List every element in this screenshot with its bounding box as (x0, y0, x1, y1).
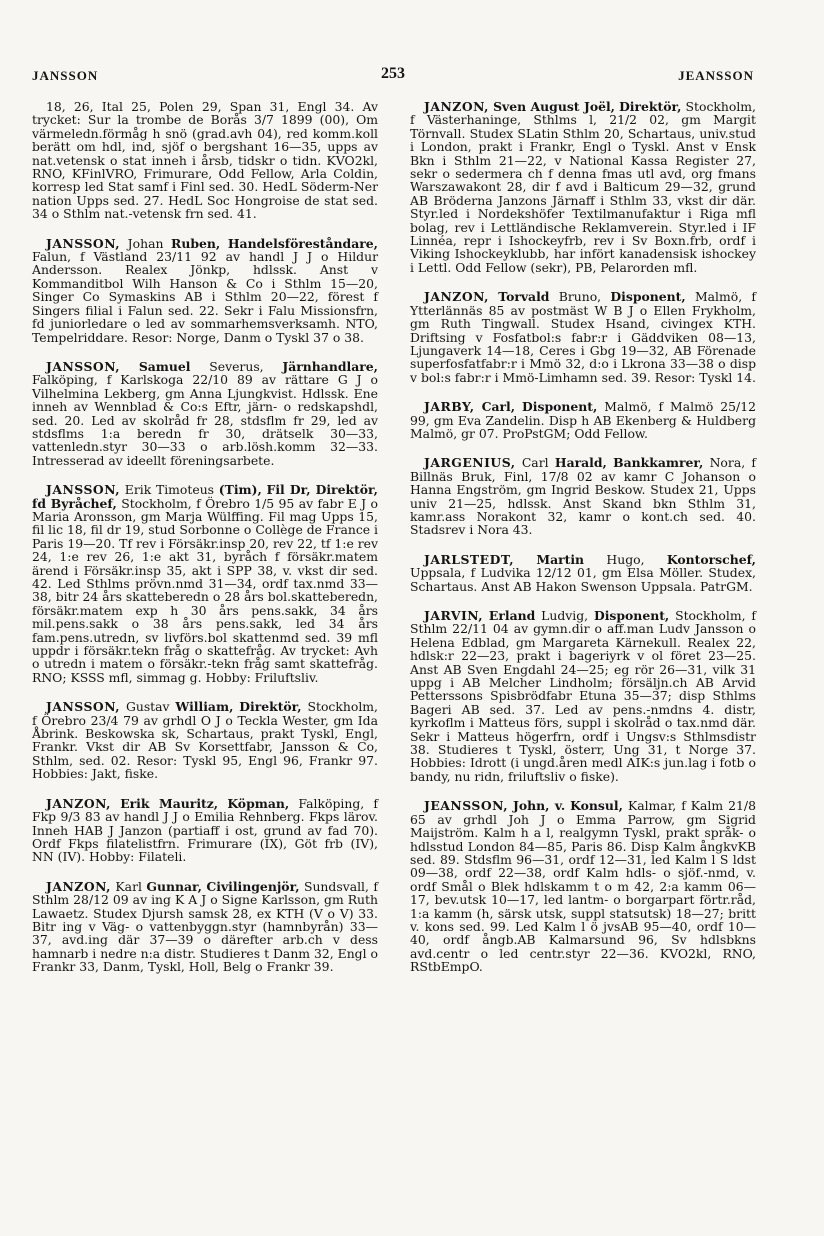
entry-text: Stockholm, f Sthlm 22/11 04 av gymn.dir o aff.man Ludv Jansson o Helena Edblad, gm Margareta Kärnekull. Realex 22, hdlsk:r 22—23, prakt i bageriyrk v ol föret 23—25. Anst AB Sven Engdahl 24—25; eg rör 26—31, vilk 31 uppg i AB Melcher Lindholm; försäljn.ch AB Arvid Petterssons Spisbrödfabr Etuna 35—37; disp Sthlms Bageri AB sed. 37. Led av pens.-nmdns 4. distr, kyrkoflm i Matteus förs, suppl i skolråd o tax.nmd där. Sekr i Matteus högerfrn, ordf i Ungsv:s Sthlmsdistr 38. Studieres t Tyskl, österr, Ung 31, t Norge 37. Hobbies: Idrott (i ungd.åren medl AIK:s jun.lag i fotb o bandy, nu ridn, friluftsliv o fiske). (410, 608, 756, 784)
entry-called-name: William, (175, 699, 234, 715)
entry-called-name: Torvald (498, 289, 550, 305)
entry-called-name: Gunnar, (146, 878, 202, 894)
biography-entry (32, 237, 378, 344)
entry-surname: JANSSON, (46, 482, 121, 498)
entry-title: Direktör, (239, 699, 302, 715)
entry-text: Sundsvall, f Sthlm 28/12 09 av ing K A J o Signe Karlsson, gm Ruth Lawaetz. Studex Djursh samsk 28, ex KTH (V o V) 33. Bitr ing v Väg- o vattenbyggn.styr (hamnbyrån) 33—37, avd.ing där 37—39 o därefter arb.ch v dess hamnarb i nedre n:a distr. Studieres t Danm 32, Engl o Frankr 33, Danm, Tyskl, Holl, Belg o Frankr 39. (32, 878, 378, 975)
entry-surname: JANZON, (46, 795, 111, 811)
biography-entry (32, 100, 378, 221)
entry-title: Disponent, (593, 608, 670, 623)
biography-entry (32, 880, 378, 974)
biography-entry (32, 483, 378, 684)
entry-surname: JANZON, (46, 878, 111, 894)
entry-given-name: Severus, (209, 358, 264, 374)
page-header (32, 65, 754, 88)
biography-entry (32, 360, 378, 467)
entry-surname: JANSSON, (46, 699, 121, 715)
biography-entry (410, 456, 756, 536)
entry-given-name: Carl (521, 455, 549, 471)
biography-entry (410, 553, 756, 593)
biography-entry (32, 700, 378, 780)
entry-called-name: John, v. (513, 798, 566, 814)
entry-given-name: Hugo, (606, 551, 645, 567)
running-head-left: JANSSON (32, 68, 99, 83)
entry-text: Stockholm, f Örebro 1/5 95 av fabr E J o Maria Aronsson, gm Marja Wülffing. Fil mag Upps 15, fil lic 18, fil dr 19, stud Sorbonne o Collège de France i Paris 19—20. Tf rev i Försäkr.insp 20, rev 22, tf 1:e rev 24, 1:e rev 26, 1:e akt 31, byråch f försäkr.matem ärend i Försäkr.insp 35, akt i SPP 38, v. vkst dir sed. 42. Led Sthlms prövn.nmd 31—34, ordf tax.nmd 33—38, bitr 24 års skatteberedn o 28 års bol.skatteberedn, försäkr.matem exp h 30 års pens.sakk, 34 års mil.pens.sakk o 38 års pens.sakk, led 34 års fam.pens.utredn, sv livförs.bol skattenmd sed. 39 mfl uppdr i försäkr.tekn fråg o skattefråg. Av trycket: Avh o utredn i matem o försäkr.-tekn fråg samt skattefråg. RNO; KSSS mfl, simmag g. Hobby: Friluftsliv. (32, 495, 378, 685)
entry-title: Konsul, (570, 798, 623, 814)
entry-surname: JANSSON, (46, 358, 121, 374)
entry-given-name: Ludvig, (541, 608, 589, 623)
biography-entry (410, 400, 756, 440)
entry-surname: JEANSSON, (424, 798, 509, 814)
biography-entry (410, 609, 756, 783)
entry-called-name: Erland (488, 608, 536, 623)
entry-title: Direktör, (619, 99, 682, 114)
biography-entry (410, 100, 756, 274)
entry-given-name: Johan (127, 235, 164, 251)
entry-given-name: Erik Timoteus (124, 482, 215, 498)
entry-surname: JARGENIUS, (424, 455, 516, 471)
entry-text: Malmö, f Ytterlännäs 85 av postmäst W B J o Ellen Frykholm, gm Ruth Tingwall. Studex Hsand, civingex KTH. Driftsing v Fosfatbol:s fabr:r i Gäddviken 08—13, Ljungaverk 14—18, Ceres i Gbg 19—32, AB Förenade superfosfatfabr:r i Mmö 32, d:o i Lkrona 33—38 o disp v bol:s fabr:r i Mmö-Limhamn sed. 39. Resor: Tyskl 14. (410, 289, 756, 385)
entry-title: Järnhandlare, (282, 358, 378, 374)
entry-called-name: Carl, (481, 399, 516, 415)
entry-surname: JANZON, (424, 99, 489, 114)
entry-title: Bankkamrer, (613, 455, 704, 471)
entry-called-name: Ruben, (171, 235, 221, 251)
entry-title: Disponent, (610, 289, 686, 305)
entry-given-name: Gustav (125, 699, 170, 715)
entry-text: 18, 26, Ital 25, Polen 29, Span 31, Engl 34. Av trycket: Sur la trombe de Borås 3/7 1899 (00), Om värmeledn.förmåg h snö (grad.avh 04), red komm.koll berätt om hdl, ind, sjöf o bergshant 16—35, upps av nat.vetensk o stat inneh i årsb, tidskr o tidn. KVO2kl, RNO, KFinlVRO, Frimurare, Odd Fellow, Arla Coldin, korresp led Stat samf i Finl sed. 30. HedL Söderm-Ner nation Upps sed. 27. HedL Soc Hongroise de stat sed. 34 o Sthlm nat.-vetensk frn sed. 41. (32, 99, 378, 222)
entry-text: Stockholm, f Örebro 23/4 79 av grhdl O J o Teckla Wester, gm Ida Åbrink. Beskowska sk, Schartaus, prakt Tyskl, Engl, Frankr. Vkst dir AB Sv Korsettfabr, Jansson & Co, Sthlm, sed. 02. Resor: Tyskl 95, Engl 96, Frankr 97. Hobbies: Jakt, fiske. (32, 699, 378, 782)
entry-title: Handelsföreståndare, (227, 235, 378, 251)
page-number: 253 (381, 65, 405, 82)
entry-called-name: Martin (536, 551, 585, 567)
entry-title: Civilingenjör, (206, 878, 300, 894)
entry-called-name: Sven August Joël, (493, 99, 615, 114)
biography-entry (32, 797, 378, 864)
entry-surname: JARVIN, (424, 608, 484, 623)
entry-title: Köpman, (227, 795, 290, 811)
entry-text: Falun, f Västland 23/11 92 av handl J J o Hildur Andersson. Realex Jönkp, hdlssk. Anst v Kommanditbol Wilh Hanson & Co i Sthlm 15—20, Singer Co Symaskins AB i Sthlm 20—22, förest f Singers filial i Falun sed. 22. Sekr i Falu Missionsfrn, fd juniorledare o led av sommarhemsverksamh. NTO, Tempelriddare. Resor: Norge, Danm o Tyskl 37 o 38. (32, 249, 378, 345)
entry-text: Malmö, f Malmö 25/12 99, gm Eva Zandelin. Disp h AB Ekenberg & Huldberg Malmö, gr 07. ProPstGM; Odd Fellow. (410, 399, 756, 441)
entry-text: Nora, f Billnäs Bruk, Finl, 17/8 02 av kamr C Johanson o Hanna Engström, gm Ingrid Beskow. Studex 21, Upps univ 21—25, hdlssk. Anst Skand bkn Sthlm 31, kamr.ass Norakont 32, kamr o kont.ch sed. 40. Stadsrev i Nora 43. (410, 455, 756, 538)
entry-text: Stockholm, f Västerhaninge, Sthlms l, 21/2 02, gm Margit Törnvall. Studex SLatin Sthlm 20, Schartaus, univ.stud i London, prakt i Frankr, Engl o Tyskl. Anst v Ensk Bkn i Sthlm 21—22, v National Kassa Register 27, sekr o sedermera ch f denna fmas utl avd, org fmans Warszawakont 28, dir f avd i Balticum 29—32, grund AB Bröderna Janzons Järnaff i Sthlm 33, vkst dir där. Styr.led i Nordekshöfer Textilmanufaktur i Riga mfl bolag, rev i Lettländische Reklamverein. Styr.led i IF Linnéa, repr i Ishockeyfrb, rev i Sv Boxn.frb, ordf i Viking Ishockeyklubb, har infört kanadensisk ishockey i Lettl. Odd Fellow (sekr), PB, Pelarorden mfl. (410, 99, 756, 275)
entry-surname: JANZON, (424, 289, 489, 305)
entry-text: Falköping, f Fkp 9/3 83 av handl J J o Emilia Rehnberg. Fkps lärov. Inneh HAB J Janzon (partiaff i ost, grund av fad 70). Ordf Fkps filatelistfrn. Frimurare (IX), Göt frb (IV), NN (IV). Hobby: Filateli. (32, 795, 379, 865)
entry-given-name: Bruno, (558, 289, 602, 305)
entry-surname: JARBY, (424, 399, 475, 415)
left-column (32, 100, 378, 990)
entry-called-name: Harald, (554, 455, 607, 471)
biography-entry (410, 799, 756, 973)
entry-given-name: Karl (115, 878, 142, 894)
entry-called-name: (Tim), (218, 482, 262, 498)
right-column (410, 100, 756, 990)
entry-surname: JARLSTEDT, (424, 551, 515, 567)
entry-title: Kontorschef, (666, 551, 756, 567)
entry-text: Falköping, f Karlskoga 22/10 89 av rättare G J o Vilhelmina Lekberg, gm Anna Ljungkvist. Hdlssk. Ene inneh av Wennblad & Co:s Eftr, järn- o redskapshdl, sed. 20. Led av skolråd fr 28, stdsflm fr 29, led av stdsflms 1:a beredn fr 30, drätselk 30—33, vattenledn.styr 30—33 o arb.lösh.komm 32—33. Intresserad av ideellt föreningsarbete. (32, 372, 378, 468)
entry-text: Uppsala, f Ludvika 12/12 01, gm Elsa Möller. Studex, Schartaus. Anst AB Hakon Swenson Uppsala. PatrGM. (410, 565, 756, 594)
entry-surname: JANSSON, (46, 235, 121, 251)
entry-given-name: Erik Mauritz, (120, 795, 219, 811)
entry-title: Disponent, (522, 399, 598, 415)
entry-called-name: Samuel (138, 358, 191, 374)
entry-title: Fil Dr, Direktör, fd Byråchef, (32, 482, 378, 511)
running-head-right: JEANSSON (678, 68, 754, 83)
biography-entry (410, 290, 756, 384)
entry-text: Kalmar, f Kalm 21/8 65 av grhdl Joh J o Emma Parrow, gm Sigrid Maijström. Kalm h a l, realgymn Tyskl, prakt språk- o hdlsstud London 84—85, Paris 86. Disp Kalm ångkvKB sed. 89. Stdsflm 96—31, ordf 12—31, led Kalm l S ldst 09—38, ordf 22—38, ordf Kalm hdls- o sjöf.-nmd, v. ordf Smål o Blek hdlskamm t o m 42, 2:a kamm 06—17, bev.utsk 10—17, led lantm- o borgarpart förtr.råd, 1:a kamm (h, särsk utsk, suppl statsutsk) 18—27; britt v. kons sed. 99. Led Kalm l ö jvsAB 95—40, ordf 10—40, ordf ångb.AB Kalmarsund 96, Sv hdlsbkns avd.centr o led centr.styr 22—36. KVO2kl, RNO, RStbEmpO. (410, 798, 756, 975)
